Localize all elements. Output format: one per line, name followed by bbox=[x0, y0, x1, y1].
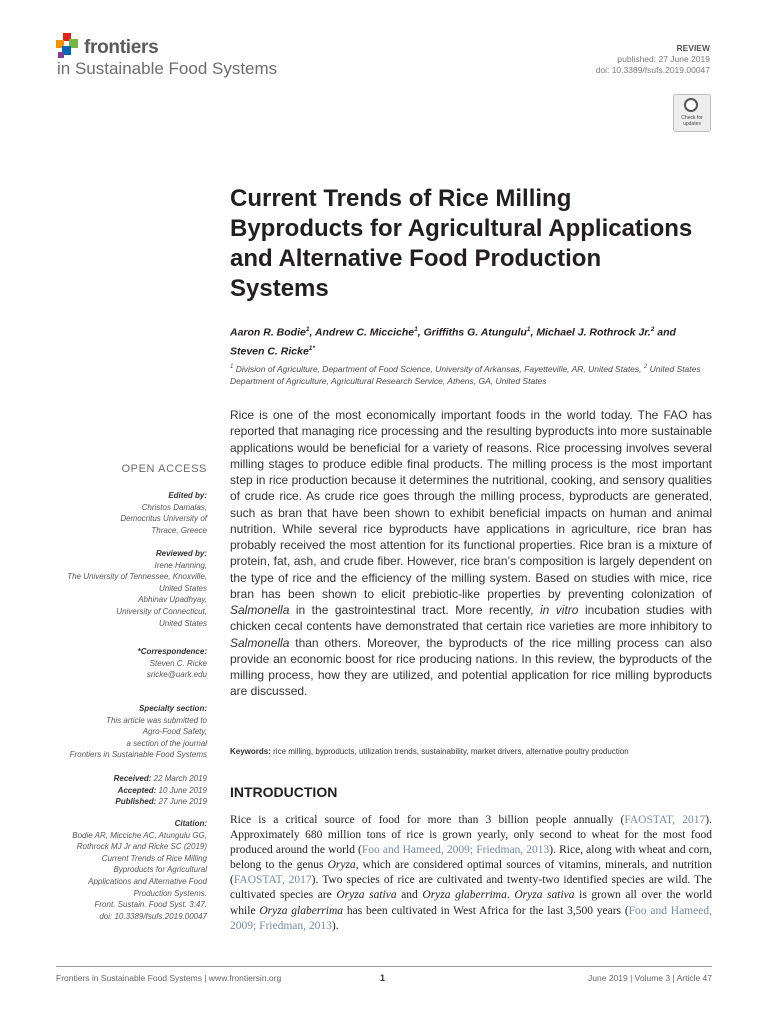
citation-line: Rothrock MJ Jr and Ricke SC (2019) bbox=[76, 842, 207, 852]
reviewed-by bbox=[40, 548, 207, 629]
abstract bbox=[230, 407, 712, 700]
specialty-line: This article was submitted to bbox=[106, 715, 207, 725]
reviewer-line: Abhinav Upadhyay, bbox=[138, 595, 207, 605]
frontiers-logo-icon bbox=[56, 33, 80, 59]
species-name: Oryza glaberrima bbox=[259, 904, 344, 917]
citation-line: Applications and Alternative Food bbox=[88, 876, 207, 886]
body-text: ). Two species of rice are cultivated and twenty-two identified species are wild. The cultivated species are bbox=[230, 874, 712, 902]
accepted-date: Accepted: 10 June 2019 bbox=[117, 785, 207, 795]
article-meta bbox=[596, 43, 710, 76]
author-affiliation-mark: 1 bbox=[414, 326, 418, 333]
editor-line: Thrace, Greece bbox=[151, 525, 207, 535]
journal-name: in Sustainable Food Systems bbox=[57, 59, 278, 78]
citation-link[interactable]: Foo and Hameed, 2009; Friedman, 2013 bbox=[361, 844, 550, 857]
author-name[interactable]: Steven C. Ricke bbox=[230, 345, 309, 357]
reviewer-line: University of Connecticut, bbox=[116, 606, 207, 616]
citation bbox=[40, 818, 207, 922]
author-affiliation-mark: 1 bbox=[305, 326, 310, 333]
species-name: Oryza sativa bbox=[514, 889, 575, 902]
affiliation-mark: 2 bbox=[643, 364, 648, 370]
author-affiliation-mark: 2 bbox=[650, 326, 655, 333]
reviewer-line: United States bbox=[158, 618, 207, 628]
author-list: Aaron R. Bodie$^1$, Andrew C. Micciche$^1$, Griffiths G. Atungulu$^1$, Michael J. Rothrock Jr.$^2$ and Steven C. Ricke$^{1*}$ bbox=[230, 326, 676, 357]
correspondence-name: Steven C. Ricke bbox=[149, 658, 207, 668]
body-text: ). bbox=[331, 919, 339, 932]
body-text: and bbox=[396, 889, 423, 902]
check-updates-label: Check for updates bbox=[681, 115, 703, 127]
page-number: 1 bbox=[380, 973, 386, 983]
author-name[interactable]: Andrew C. Micciche bbox=[314, 326, 415, 339]
body-text: Rice is a critical source of food for more than 3 billion people annually ( bbox=[230, 814, 625, 826]
specialty-section bbox=[40, 703, 207, 761]
open-access-label: OPEN ACCESS bbox=[121, 463, 207, 475]
received-date: Received: 22 March 2019 bbox=[113, 774, 207, 783]
reviewer-line: United States bbox=[158, 583, 207, 593]
citation-link[interactable]: FAOSTAT, 2017 bbox=[233, 874, 312, 887]
species-name: Oryza sativa bbox=[336, 889, 397, 902]
reviewer-line: The University of Tennessee, Knoxville, bbox=[67, 572, 207, 582]
specialty-line: Agro-Food Safety, bbox=[142, 727, 207, 737]
citation-link[interactable]: FAOSTAT, 2017 bbox=[624, 814, 706, 826]
abstract-text: incubation studies with chicken cecal contents have demonstrated that certain rice varieties are more inhibitory to bbox=[230, 603, 713, 634]
update-icon bbox=[684, 98, 698, 112]
citation-line: Byproducts for Agricultural bbox=[113, 865, 207, 875]
article-title: Current Trends of Rice Milling Byproducts for Agricultural Applications and Alternative Food Production Systems bbox=[230, 185, 693, 302]
author-affiliation-mark: 1 bbox=[526, 326, 531, 333]
keywords bbox=[230, 746, 715, 757]
published-date-side: Published: 27 June 2019 bbox=[115, 797, 207, 807]
brand-name: frontiers bbox=[84, 37, 159, 58]
section-heading-introduction: INTRODUCTION bbox=[230, 784, 338, 800]
species-name: Oryza bbox=[327, 859, 356, 872]
footer-divider bbox=[56, 966, 712, 967]
article-dates bbox=[40, 773, 207, 808]
citation-doi[interactable]: doi: 10.3389/fsufs.2019.00047 bbox=[99, 911, 207, 921]
editor-line: Democritus University of bbox=[120, 514, 207, 524]
abstract-italic: Salmonella bbox=[230, 603, 290, 617]
keywords-label: Keywords: bbox=[230, 747, 271, 756]
editor-line: Christos Damalas, bbox=[141, 502, 207, 512]
published-date: published: 27 June 2019 bbox=[617, 54, 710, 64]
specialty-section-label: Specialty section: bbox=[138, 704, 207, 713]
abstract-text: in the gastrointestinal tract. More recently, bbox=[289, 603, 540, 617]
species-name: Oryza glaberrima bbox=[422, 889, 507, 902]
citation-label: Citation: bbox=[174, 819, 207, 828]
abstract-italic: in vitro bbox=[539, 603, 579, 617]
footer-journal[interactable]: Frontiers in Sustainable Food Systems | www.frontiersin.org bbox=[56, 973, 282, 983]
body-text: ). Rice, along with wheat and corn, belong to the genus bbox=[230, 844, 712, 872]
citation-link[interactable]: Foo and Hameed, 2009; Friedman, 2013 bbox=[230, 904, 712, 932]
body-text: , which are considered optimal sources of vitamins, minerals, and nutrition ( bbox=[230, 859, 712, 887]
check-for-updates-badge[interactable] bbox=[673, 94, 711, 132]
abstract-italic: Salmonella bbox=[230, 635, 290, 650]
reviewer-line: Irene Hanning, bbox=[154, 560, 207, 570]
body-text: ). Approximately 680 million tons of rice is grown yearly, only second to wheat for the most food produced around the world ( bbox=[230, 814, 712, 857]
citation-line: Current Trends of Rice Milling bbox=[101, 853, 207, 863]
specialty-line: Frontiers in Sustainable Food Systems bbox=[69, 750, 207, 760]
author-name[interactable]: Griffiths G. Atungulu bbox=[423, 326, 527, 339]
affiliation-mark: 1 bbox=[230, 364, 234, 370]
citation-line: Front. Sustain. Food Syst. 3:47. bbox=[94, 900, 207, 910]
body-text: . bbox=[506, 889, 515, 902]
body-text: is grown all over the world while bbox=[230, 889, 712, 917]
edited-by-label: Edited by: bbox=[168, 491, 207, 500]
reviewed-by-label: Reviewed by: bbox=[155, 549, 207, 558]
author-affiliation-mark: 1* bbox=[308, 344, 315, 352]
article-type: REVIEW bbox=[676, 43, 710, 53]
citation-line: Production Systems. bbox=[133, 888, 207, 898]
citation-line: Bodie AR, Micciche AC, Atungulu GG, bbox=[72, 830, 207, 840]
affiliation-text: United States Department of Agriculture, Agricultural Research Service, Athens, GA, United States bbox=[230, 363, 701, 387]
abstract-text: than others. Moreover, the byproducts of the rice milling process can also provide an economic boost for rice producing nations. In this review, the byproducts of the milling process, how they are utilized, and potential application for rice milling byproducts are discussed. bbox=[230, 635, 712, 699]
body-text: has been cultivated in West Africa for the last 3,500 years ( bbox=[343, 904, 629, 917]
correspondence bbox=[40, 646, 207, 681]
footer-issue: June 2019 | Volume 3 | Article 47 bbox=[588, 973, 712, 983]
doi[interactable]: doi: 10.3389/fsufs.2019.00047 bbox=[595, 65, 710, 75]
introduction-paragraph bbox=[230, 813, 712, 934]
correspondence-label: *Correspondence: bbox=[137, 647, 207, 656]
keywords-text: rice milling, byproducts, utilization trends, sustainability, market drivers, alternative poultry production bbox=[273, 747, 629, 756]
specialty-line: a section of the journal bbox=[126, 738, 207, 748]
affiliation-text: Division of Agriculture, Department of Food Science, University of Arkansas, Fayetteville, AR, United States, bbox=[233, 363, 644, 374]
abstract-text: Rice is one of the most economically important foods in the world today. The FAO has reported that managing rice processing and the resulting byproducts into more sustainable applications would be beneficial for a variety of reasons. Rice processing involves several milling stages to produce edible final products. The milling process is the most important step in rice production because it determines the nutritional, cooking, and sensory qualities of crude rice. As crude rice goes through the milling process, byproducts are generated, such as bran that have been shown to exhibit beneficial impacts on human and animal nutrition. While several rice byproducts have applications in agriculture, rice bran has probably received the most attention for its functional properties. Rice bran is a mixture of protein, fat, ash, and crude fiber. However, rice bran’s composition is largely dependent on the type of rice and the efficiency of the milling system. Based on studies with mice, rice bran has been shown to elicit prebiotic-like properties by preventing colonization of bbox=[230, 408, 712, 601]
author-name[interactable]: Aaron R. Bodie bbox=[230, 326, 306, 339]
correspondence-email[interactable]: srickе@uark.edu bbox=[146, 670, 207, 680]
affiliations bbox=[230, 361, 715, 388]
edited-by bbox=[40, 490, 207, 536]
author-name[interactable]: Michael J. Rothrock Jr. bbox=[536, 326, 651, 339]
